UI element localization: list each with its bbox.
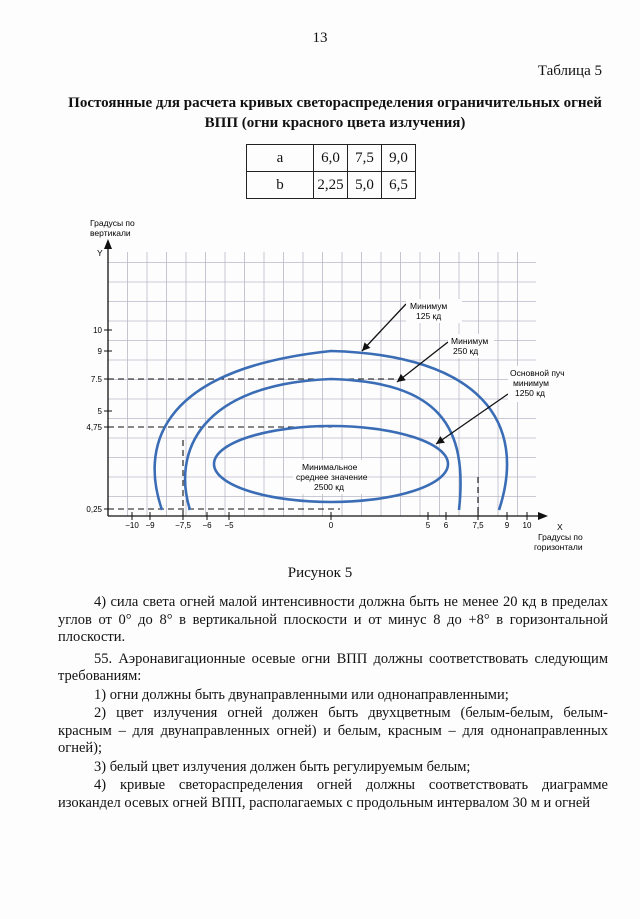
table-cell: b (247, 172, 314, 199)
table-cell: 6,0 (314, 145, 348, 172)
pointer-min125 (362, 304, 406, 351)
table-cell: 9,0 (382, 145, 416, 172)
label-center: среднее значение (296, 472, 368, 482)
y-axis-title: вертикали (90, 228, 131, 238)
y-tick-label: 5 (97, 407, 102, 416)
table-cell: a (247, 145, 314, 172)
table-title: Постоянные для расчета кривых светораспределения ограничительных огней ВПП (огни красного цвета излучения) (68, 95, 602, 131)
isocandela-diagram (60, 212, 600, 562)
list-item: 1) огни должны быть двунаправленными или однонаправленными; (94, 686, 509, 703)
x-tick-label: 7,5 (472, 521, 484, 530)
label-center: Минимальное (302, 462, 358, 472)
x-tick-label: −10 (125, 521, 139, 530)
x-axis-letter: X (557, 522, 563, 532)
table-row (247, 172, 416, 199)
list-item: 4) кривые светораспределения огней должны соответствовать диаграмме изокандел осевых огней ВПП, располагаемых с продольным интервалом 30 м и огней (58, 777, 608, 811)
label-pointers (362, 304, 508, 444)
x-axis-title: горизонтали (534, 542, 583, 552)
list-item: 2) цвет излучения огней должен быть двухцветным (белым-белым, белым-красным – для двунаправленных огней) и белым, красным – для однонаправленных огней); (58, 705, 608, 756)
y-tick-label: 10 (93, 326, 102, 335)
x-tick-label: −6 (202, 521, 212, 530)
label-center: 2500 кд (314, 482, 344, 492)
table-cell: 2,25 (314, 172, 348, 199)
page-number: 13 (312, 30, 328, 46)
body-text (58, 594, 608, 813)
y-tick-label: 0,25 (86, 505, 102, 514)
table-cell: 7,5 (348, 145, 382, 172)
table-label: Таблица 5 (537, 63, 602, 79)
label-main: Основной пуч (510, 368, 565, 378)
y-tick-label: 4,75 (86, 423, 102, 432)
label-min250: 250 кд (453, 346, 479, 356)
y-tick-label: 9 (97, 347, 102, 356)
x-axis-arrow (538, 512, 548, 520)
pointer-main-head (436, 436, 445, 444)
y-axis-title: Градусы по (90, 218, 135, 228)
pointer-min250 (397, 342, 448, 382)
x-tick-label: 9 (504, 521, 510, 530)
table-cell: 6,5 (382, 172, 416, 199)
constants-table (246, 144, 416, 199)
paragraph: 4) сила света огней малой интенсивности должна быть не менее 20 кд в пределах углов от 0° до 8° в вертикальной плоскости и от минус 8 до +8° в горизонтальной плоскости. (58, 594, 608, 645)
x-axis-title: Градусы по (538, 532, 583, 542)
list-item: 3) белый цвет излучения должен быть регулируемым белым; (94, 758, 471, 775)
y-axis-letter: Y (97, 248, 103, 258)
isocandela-figure (60, 212, 600, 562)
y-axis-arrow (104, 239, 112, 249)
table-cell: 5,0 (348, 172, 382, 199)
figure-caption: Рисунок 5 (287, 565, 353, 581)
x-tick-label: −7,5 (175, 521, 191, 530)
label-min250: Минимум (451, 336, 489, 346)
x-tick-label: 5 (425, 521, 431, 530)
x-tick-label: −9 (145, 521, 155, 530)
label-main: минимум (513, 378, 549, 388)
table-row (247, 145, 416, 172)
paragraph: 55. Аэронавигационные осевые огни ВПП должны соответствовать следующим требованиям: (58, 650, 608, 684)
x-tick-label: 0 (328, 521, 334, 530)
x-tick-label: −5 (224, 521, 234, 530)
label-main: 1250 кд (515, 388, 545, 398)
pointer-min250-head (397, 374, 406, 382)
x-tick-label: 6 (443, 521, 449, 530)
x-tick-label: 10 (522, 521, 532, 530)
y-tick-label: 7.5 (90, 375, 102, 384)
label-min125: Минимум (410, 301, 448, 311)
label-min125: 125 кд (416, 311, 442, 321)
